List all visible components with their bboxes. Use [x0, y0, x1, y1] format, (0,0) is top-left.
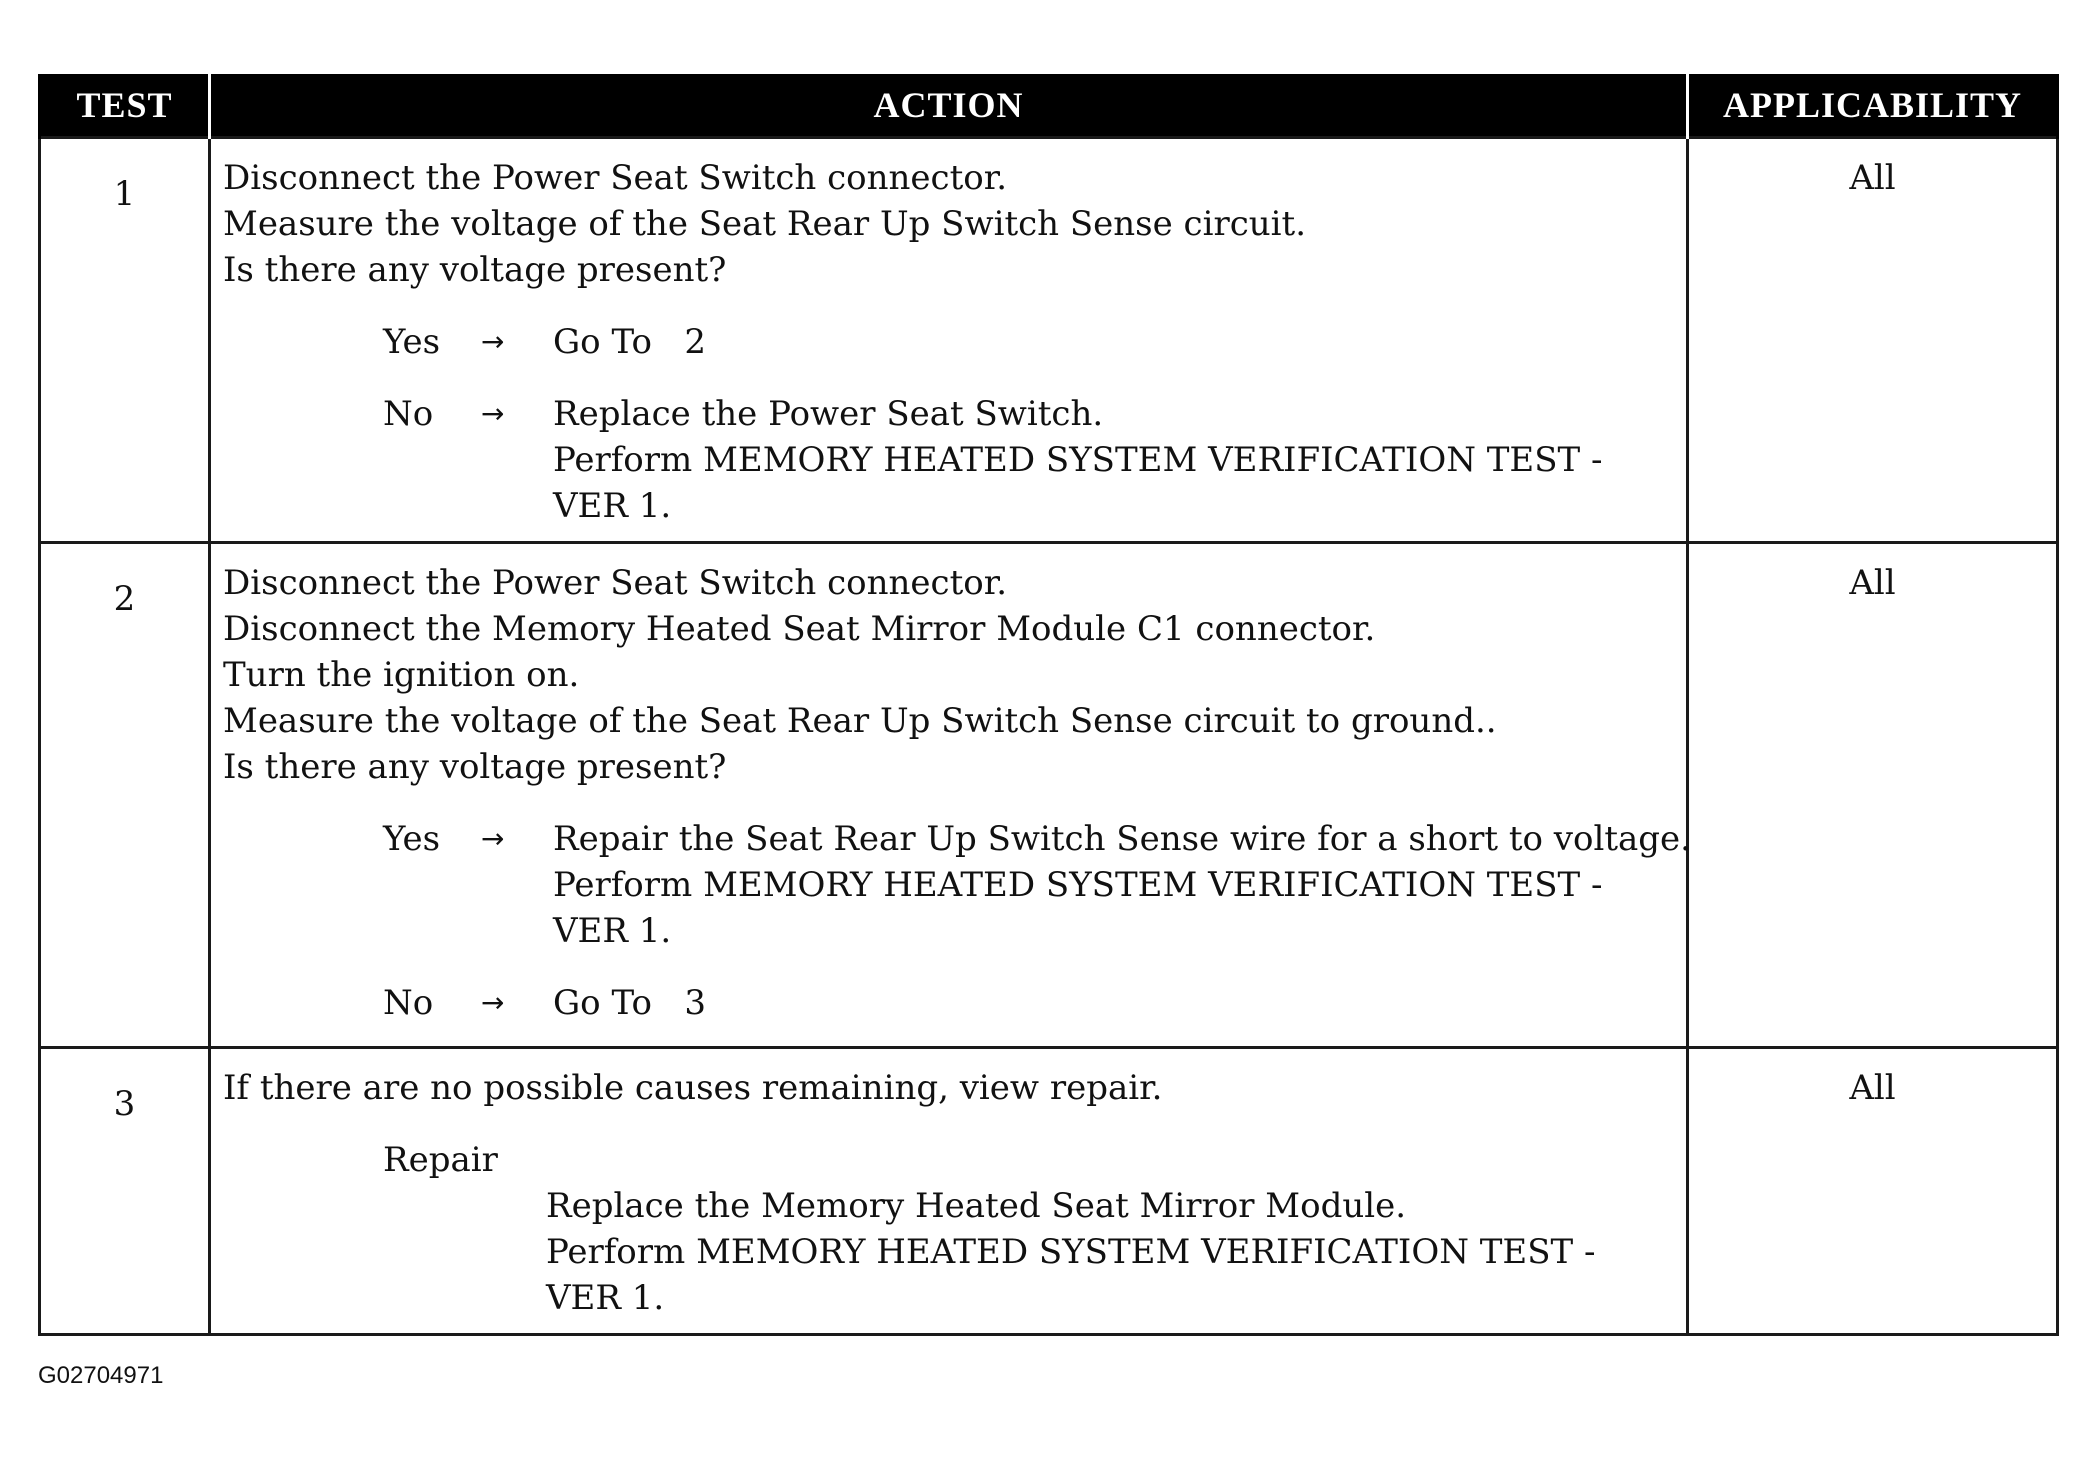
test-number-cell — [40, 1048, 210, 1335]
test-number: 2 — [113, 579, 136, 619]
table-header — [40, 74, 2058, 138]
result-label: No — [383, 394, 434, 434]
table-row — [40, 138, 2058, 543]
result-label: Yes — [383, 819, 441, 859]
result-text: Repair the Seat Rear Up Switch Sense wire for a short to voltage. — [553, 819, 1691, 859]
step-text: Measure the voltage of the Seat Rear Up Switch Sense circuit to ground.. — [223, 701, 1497, 741]
right-arrow-icon: → — [481, 325, 505, 358]
step-text: If there are no possible causes remaining, view repair. — [223, 1068, 1163, 1108]
action-cell — [210, 1048, 1688, 1335]
result-text: Replace the Power Seat Switch. — [553, 394, 1104, 434]
header-action: ACTION — [210, 74, 1688, 138]
figure-id: G02704971 — [38, 1362, 164, 1389]
applicability-value: All — [1849, 563, 1896, 603]
right-arrow-icon: → — [481, 822, 505, 855]
step-text: Disconnect the Memory Heated Seat Mirror Module C1 connector. — [223, 609, 1376, 649]
test-number: 1 — [113, 174, 136, 214]
step-text: Disconnect the Power Seat Switch connector. — [223, 158, 1008, 198]
result-no — [223, 980, 1678, 1026]
result-yes — [223, 319, 1678, 365]
repair-label: Repair — [383, 1140, 498, 1180]
table-row — [40, 543, 2058, 1048]
result-text: Go To 2 — [553, 322, 706, 362]
step-text: Disconnect the Power Seat Switch connector. — [223, 563, 1008, 603]
repair-text: Replace the Memory Heated Seat Mirror Module. — [546, 1186, 1407, 1226]
header-test: TEST — [40, 74, 210, 138]
step-text: Is there any voltage present? — [223, 250, 727, 290]
right-arrow-icon: → — [481, 986, 505, 1019]
applicability-value: All — [1849, 158, 1896, 198]
diagnostic-test-table — [38, 74, 2059, 1336]
result-label: Yes — [383, 322, 441, 362]
header-applicability: APPLICABILITY — [1688, 74, 2058, 138]
applicability-cell — [1688, 1048, 2058, 1335]
table-row — [40, 1048, 2058, 1335]
result-text: Perform MEMORY HEATED SYSTEM VERIFICATION TEST - — [553, 440, 1603, 480]
applicability-cell — [1688, 543, 2058, 1048]
test-number-cell — [40, 138, 210, 543]
repair-text: VER 1. — [546, 1278, 665, 1318]
right-arrow-icon: → — [481, 397, 505, 430]
result-no — [223, 391, 1678, 529]
result-text: VER 1. — [553, 911, 672, 951]
result-text: Perform MEMORY HEATED SYSTEM VERIFICATION TEST - — [553, 865, 1603, 905]
result-yes — [223, 816, 1691, 954]
step-text: Is there any voltage present? — [223, 747, 727, 787]
applicability-cell — [1688, 138, 2058, 543]
action-cell — [210, 543, 1691, 1048]
result-text: Go To 3 — [553, 983, 706, 1023]
result-text: VER 1. — [553, 486, 672, 526]
step-text: Turn the ignition on. — [223, 655, 580, 695]
action-cell — [210, 138, 1688, 543]
repair-block — [223, 1137, 1678, 1321]
test-number-cell — [40, 543, 210, 1048]
repair-text: Perform MEMORY HEATED SYSTEM VERIFICATION TEST - — [546, 1232, 1596, 1272]
header-row — [40, 74, 2058, 138]
result-label: No — [383, 983, 434, 1023]
step-text: Measure the voltage of the Seat Rear Up Switch Sense circuit. — [223, 204, 1307, 244]
test-number: 3 — [113, 1084, 136, 1124]
applicability-value: All — [1849, 1068, 1896, 1108]
